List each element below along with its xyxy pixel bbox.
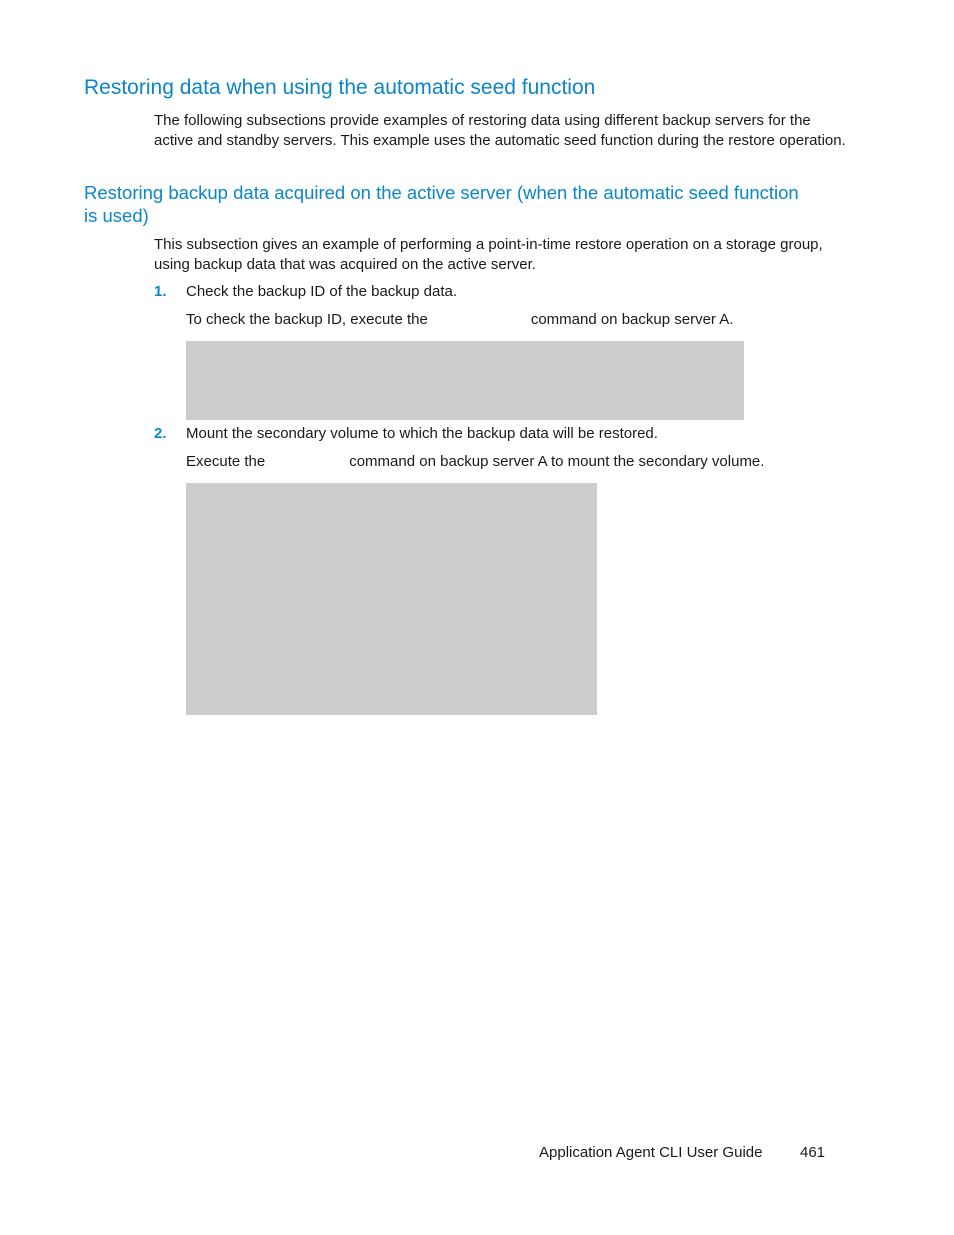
footer-guide-title: Application Agent CLI User Guide — [539, 1144, 763, 1161]
step-1-detail-after: command on backup server A. — [530, 311, 734, 328]
step-2-detail-after: command on backup server A to mount the secondary volume. — [349, 453, 765, 470]
step-2-code-block — [186, 483, 597, 715]
step-1-number: 1. — [154, 283, 167, 300]
subsection-title: Restoring backup data acquired on the active server (when the automatic seed function is used) — [84, 182, 799, 226]
page-number: 461 — [800, 1144, 826, 1161]
step-1-code-block — [186, 341, 744, 420]
step-1-detail-before: To check the backup ID, execute the — [186, 311, 428, 328]
sub-intro-line-2: using backup data that was acquired on the active server. — [154, 256, 536, 273]
section-title: Restoring data when using the automatic seed function — [84, 76, 596, 99]
step-1-detail — [186, 310, 733, 330]
intro-line-1: The following subsections provide examples of restoring data using different backup servers for the — [154, 112, 811, 129]
step-1-text: Check the backup ID of the backup data. — [186, 283, 458, 300]
intro-line-2: active and standby servers. This example uses the automatic seed function during the restore operation. — [154, 132, 846, 149]
step-2-detail — [186, 452, 764, 472]
step-2-detail-before: Execute the — [186, 453, 266, 470]
step-2-number: 2. — [154, 425, 167, 442]
step-2-text: Mount the secondary volume to which the backup data will be restored. — [186, 425, 658, 442]
sub-intro-line-1: This subsection gives an example of performing a point-in-time restore operation on a storage group, — [154, 236, 823, 253]
